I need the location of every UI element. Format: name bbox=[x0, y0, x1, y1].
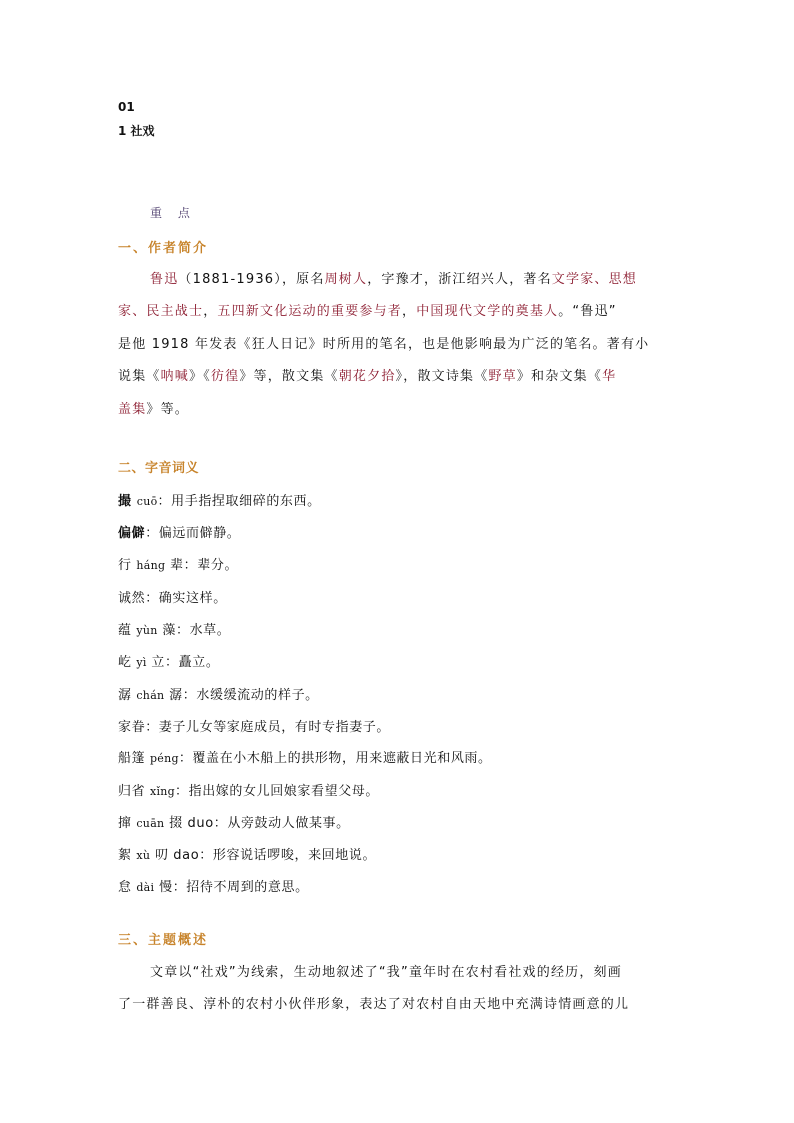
vocab-word: 潺 bbox=[118, 688, 137, 703]
text-span: 。“鲁迅” bbox=[558, 304, 617, 319]
vocab-item bbox=[118, 844, 376, 863]
text-span: 》等，散文集《 bbox=[239, 369, 339, 384]
vocab-definition: 叨 dao：形容说话啰唆，来回地说。 bbox=[150, 848, 377, 863]
lesson-title: 1 社戏 bbox=[118, 124, 155, 138]
book-title: 盖集 bbox=[118, 402, 147, 417]
section-number: 01 bbox=[118, 100, 135, 114]
vocab-definition: 立：矗立。 bbox=[146, 655, 220, 670]
text-span: （1881-1936），原名 bbox=[178, 272, 325, 287]
vocab-item bbox=[118, 587, 227, 606]
book-title: 华 bbox=[602, 369, 617, 384]
vocab-item bbox=[118, 490, 321, 509]
vocab-word: 絮 bbox=[118, 848, 137, 863]
pinyin: cuān bbox=[136, 817, 165, 830]
section-heading-theme: 三、主题概述 bbox=[118, 933, 209, 948]
text-span: ， bbox=[203, 304, 218, 319]
section-heading-vocabulary: 二、字音词义 bbox=[118, 461, 200, 476]
pinyin: yùn bbox=[136, 624, 158, 637]
author-paragraph-line-4 bbox=[118, 365, 616, 384]
vocab-definition: 掇 duo：从旁鼓动人做某事。 bbox=[164, 816, 350, 831]
vocab-word: 行 bbox=[118, 558, 137, 573]
vocab-item bbox=[118, 651, 219, 670]
text-span: 》《 bbox=[189, 369, 211, 384]
vocab-word: 撮 bbox=[118, 494, 137, 509]
vocab-word: 屹 bbox=[118, 655, 137, 670]
highlight-span: 五四新文化运动的重要参与者 bbox=[217, 304, 403, 319]
vocab-definition: ：偏远而僻静。 bbox=[145, 526, 241, 541]
author-paragraph-line-2 bbox=[118, 300, 617, 319]
vocab-word: 诚然 bbox=[118, 591, 146, 606]
vocab-item bbox=[118, 747, 492, 766]
author-paragraph-line-3: 是他 1918 年发表《狂人日记》时所用的笔名，也是他影响最为广泛的笔名。著有小 bbox=[118, 337, 650, 352]
vocab-definition: 藻：水草。 bbox=[157, 623, 231, 638]
vocab-item bbox=[118, 522, 240, 541]
pinyin: dài bbox=[136, 881, 155, 894]
pinyin: háng bbox=[136, 559, 166, 572]
highlight-span: 文学家、思想 bbox=[551, 272, 637, 287]
vocab-word: 船篷 bbox=[118, 751, 150, 766]
key-points-label: 重 点 bbox=[150, 206, 196, 220]
vocab-word: 蕴 bbox=[118, 623, 137, 638]
vocab-item bbox=[118, 780, 379, 799]
vocab-definition: ：指出嫁的女儿回娘家看望父母。 bbox=[175, 784, 380, 799]
vocab-item bbox=[118, 554, 238, 573]
vocab-definition: 辈：辈分。 bbox=[165, 558, 239, 573]
vocab-word: 撺 bbox=[118, 816, 137, 831]
text-span: ， bbox=[402, 304, 417, 319]
section-heading-author: 一、作者简介 bbox=[118, 241, 209, 256]
pinyin: péng bbox=[149, 752, 179, 765]
author-name: 鲁迅 bbox=[150, 272, 179, 287]
vocab-word: 家眷 bbox=[118, 720, 146, 735]
vocab-word: 归省 bbox=[118, 784, 150, 799]
book-title: 呐喊 bbox=[160, 369, 190, 384]
author-paragraph-line-1 bbox=[150, 268, 637, 287]
vocab-item bbox=[118, 716, 390, 735]
vocab-item bbox=[118, 684, 319, 703]
vocab-word: 偏僻 bbox=[118, 526, 146, 541]
book-title: 野草 bbox=[488, 369, 517, 384]
book-title: 彷徨 bbox=[210, 369, 240, 384]
pinyin: cuō bbox=[136, 495, 158, 508]
vocab-item bbox=[118, 619, 230, 638]
vocab-word: 怠 bbox=[118, 880, 137, 895]
theme-paragraph-line-1: 文章以“社戏”为线索，生动地叙述了“我”童年时在农村看社戏的经历，刻画 bbox=[150, 965, 622, 980]
vocab-item bbox=[118, 812, 350, 831]
pinyin: xù bbox=[136, 849, 151, 862]
vocab-definition: ：覆盖在小木船上的拱形物，用来遮蔽日光和风雨。 bbox=[178, 751, 492, 766]
pinyin: yì bbox=[136, 656, 147, 669]
text-span: 说集《 bbox=[118, 369, 161, 384]
book-title: 朝花夕拾 bbox=[338, 369, 396, 384]
vocab-definition: ：用手指捏取细碎的东西。 bbox=[157, 494, 321, 509]
vocab-item bbox=[118, 876, 309, 895]
vocab-definition: 慢：招待不周到的意思。 bbox=[154, 880, 309, 895]
text-span: 》和杂文集《 bbox=[516, 369, 603, 384]
text-span: 》，散文诗集《 bbox=[395, 369, 489, 384]
vocab-definition: ：确实这样。 bbox=[145, 591, 227, 606]
text-span: 》等。 bbox=[146, 402, 190, 417]
author-paragraph-line-5 bbox=[118, 398, 189, 417]
highlight-span: 中国现代文学的奠基人 bbox=[416, 304, 559, 319]
vocab-definition: 潺：水缓缓流动的样子。 bbox=[164, 688, 319, 703]
theme-paragraph-line-2: 了一群善良、淳朴的农村小伙伴形象，表达了对农村自由天地中充满诗情画意的儿 bbox=[118, 997, 630, 1012]
pinyin: chán bbox=[136, 689, 165, 702]
vocab-definition: ：妻子儿女等家庭成员，有时专指妻子。 bbox=[145, 720, 391, 735]
highlight-span: 家、民主战士 bbox=[118, 304, 204, 319]
real-name: 周树人 bbox=[324, 272, 368, 287]
text-span: ，字豫才，浙江绍兴人，著名 bbox=[367, 272, 552, 287]
pinyin: xǐng bbox=[149, 785, 175, 798]
